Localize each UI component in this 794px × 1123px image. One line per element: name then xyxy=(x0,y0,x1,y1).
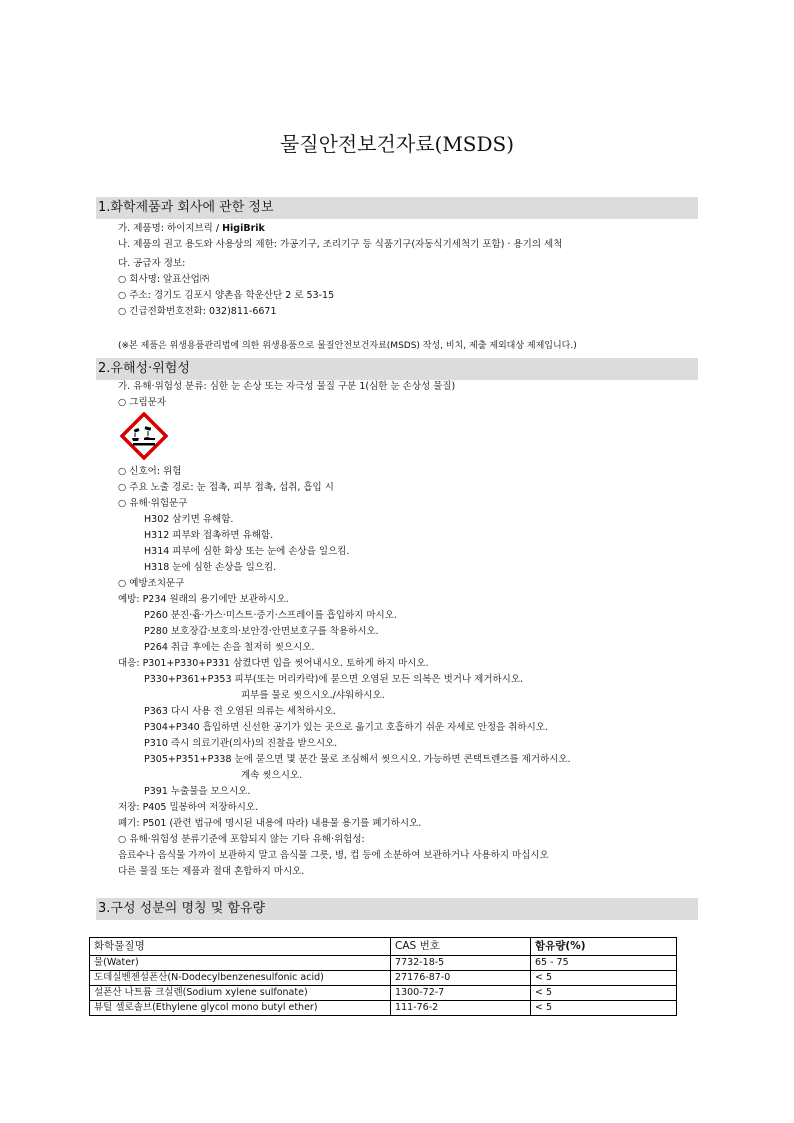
table-cell: 물(Water) xyxy=(90,956,391,971)
response-line: 계속 씻으시오. xyxy=(241,770,303,781)
table-cell: 도데실벤젠설폰산(N-Dodecylbenzenesulfonic acid) xyxy=(90,971,391,986)
other-hazards-line: 음료수나 음식물 가까이 보관하지 말고 음식물 그릇, 병, 컵 등에 소분하여 보관하거나 사용하지 마십시오 xyxy=(118,850,549,861)
table-cell: 111-76-2 xyxy=(391,1001,531,1016)
table-cell: 27176-87-0 xyxy=(391,971,531,986)
column-header: CAS 번호 xyxy=(391,938,531,956)
corrosion-pictogram-icon xyxy=(120,412,168,460)
response-line: 피부를 물로 씻으시오./샤워하시오. xyxy=(241,690,385,701)
hazard-statements-label: ○ 유해·위험문구 xyxy=(118,498,188,509)
table-cell: 설폰산 나트륨 크실렌(Sodium xylene sulfonate) xyxy=(90,986,391,1001)
product-name-label: 가. 제품명: 하이지브릭 / xyxy=(118,223,223,234)
table-row xyxy=(90,971,677,986)
composition-table xyxy=(89,937,677,1016)
response-line: P330+P361+P353 피부(또는 머리카락)에 묻으면 오염된 모든 의복은 벗거나 제거하시오. xyxy=(144,674,524,685)
storage-line: 저장: P405 밀봉하여 저장하시오. xyxy=(118,802,259,813)
table-cell: < 5 xyxy=(531,971,677,986)
supplier-label: 다. 공급자 정보: xyxy=(118,258,186,269)
hazard-classification: 가. 유해·위험성 분류: 심한 눈 손상 또는 자극성 물질 구분 1(심한 눈 손상성 물질) xyxy=(118,381,456,392)
response-line: P310 즉시 의료기관(의사)의 진찰을 받으시오. xyxy=(144,738,338,749)
other-hazards-label: ○ 유해·위험성 분류기준에 포함되지 않는 기타 유해·위험성: xyxy=(118,834,365,845)
prevention-line: P264 취급 후에는 손을 철저히 씻으시오. xyxy=(144,642,315,653)
column-header: 화학물질명 xyxy=(90,938,391,956)
company-name: ○ 회사명: 알표산업㈜ xyxy=(118,274,210,285)
emergency-phone: ○ 긴급전화번호전화: 032)811-6671 xyxy=(118,306,277,317)
table-row xyxy=(90,956,677,971)
table-row xyxy=(90,986,677,1001)
page-title: 물질안전보건자료(MSDS) xyxy=(279,132,515,156)
hazard-statement: H312 피부와 접촉하면 유해함. xyxy=(144,530,274,541)
table-cell: 뷰틸 셀로솔브(Ethylene glycol mono butyl ether) xyxy=(90,1001,391,1016)
company-address: ○ 주소: 경기도 김포시 양촌읍 학운산단 2 로 53-15 xyxy=(118,290,335,301)
exemption-note: (※본 제품은 위생용품관리법에 의한 위생용품으로 물질안전보건자료(MSDS) 작성, 비치, 제출 제외대상 제제입니다.) xyxy=(118,341,577,351)
table-cell: < 5 xyxy=(531,986,677,1001)
exposure-routes: ○ 주요 노출 경로: 눈 접촉, 피부 접촉, 섭취, 흡입 시 xyxy=(118,482,334,493)
signal-word: ○ 신호어: 위험 xyxy=(118,466,182,477)
section-2-heading: 2.유해성·위험성 xyxy=(96,358,698,380)
column-header: 함유량(%) xyxy=(531,938,677,956)
table-cell: 1300-72-7 xyxy=(391,986,531,1001)
table-row xyxy=(90,1001,677,1016)
precautionary-label: ○ 예방조치문구 xyxy=(118,578,185,589)
prevention-line: P280 보호장갑·보호의·보안경·안면보호구를 착용하시오. xyxy=(144,626,379,637)
response-line: P363 다시 사용 전 오염된 의류는 세척하시오. xyxy=(144,706,336,717)
product-name xyxy=(118,222,265,236)
hazard-statement: H314 피부에 심한 화상 또는 눈에 손상을 일으킴. xyxy=(144,546,350,557)
other-hazards-line: 다른 물질 또는 제품과 절대 혼합하지 마시오. xyxy=(118,866,305,877)
section-1-heading: 1.화학제품과 회사에 관한 정보 xyxy=(96,197,698,219)
table-cell: 65 - 75 xyxy=(531,956,677,971)
table-cell: 7732-18-5 xyxy=(391,956,531,971)
product-use: 나. 제품의 권고 용도와 사용상의 제한: 가공기구, 조리기구 등 식품기구(자동식기세척기 포함) · 용기의 세척 xyxy=(118,239,563,250)
hazard-statement: H318 눈에 심한 손상을 일으킴. xyxy=(144,562,277,573)
prevention-line: 예방: P234 원래의 용기에만 보관하시오. xyxy=(118,594,289,605)
table-cell: < 5 xyxy=(531,1001,677,1016)
hazard-statement: H302 삼키면 유해함. xyxy=(144,514,234,525)
disposal-line: 폐기: P501 (관련 법규에 명시된 내용에 따라) 내용물 용기를 폐기하시오. xyxy=(118,818,422,829)
product-brand: HigiBrik xyxy=(222,223,265,234)
response-line: P304+P340 흡입하면 신선한 공기가 있는 곳으로 옮기고 호흡하기 쉬운 자세로 안정을 취하시오. xyxy=(144,722,548,733)
response-line: P391 누출물을 모으시오. xyxy=(144,786,251,797)
section-3-heading: 3.구성 성분의 명칭 및 함유량 xyxy=(96,898,698,920)
pictogram-label: ○ 그림문자 xyxy=(118,397,167,408)
response-line: 대응: P301+P330+P331 삼켰다면 입을 씻어내시오. 토하게 하지 마시오. xyxy=(118,658,429,669)
response-line: P305+P351+P338 눈에 묻으면 몇 분간 물로 조심해서 씻으시오. 가능하면 콘택트렌즈를 제거하시오. xyxy=(144,754,571,765)
table-header-row xyxy=(90,938,677,956)
prevention-line: P260 분진·흄·가스·미스트·증기·스프레이를 흡입하지 마시오. xyxy=(144,610,397,621)
